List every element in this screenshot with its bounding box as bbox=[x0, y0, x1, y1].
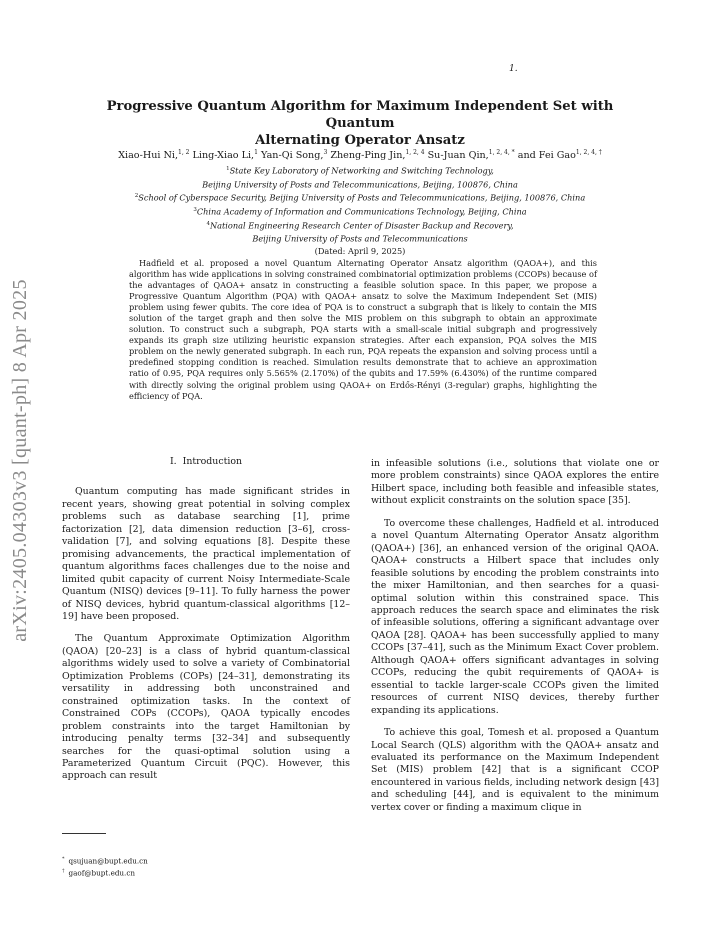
author-list bbox=[60, 149, 660, 161]
author: Xiao-Hui Ni, bbox=[118, 150, 178, 162]
body-paragraph: To overcome these challenges, Hadfield et al. introduced a novel Quantum Alternating Operator Ansatz algorithm (QAOA+) [36], an enhanced version of the original QAOA. QAOA+ constructs a Hilbert space that includes only feasible solutions by encoding the problem constraints into the mixer Hamiltonian, and then searches for a quasi-optimal solution within this constrained space. This approach reduces the search space and eliminates the risk of infeasible solutions, offering a significant advantage over QAOA [28]. QAOA+ has been successfully applied to many CCOPs [37–41], such as the Minimum Exact Cover problem. Although QAOA+ offers significant advantages in solving CCOPs, reducing the qubit requirements of QAOA+ is essential to tackle larger-scale CCOPs given the limited resources of current NISQ devices, thereby further expanding its applications. bbox=[371, 517, 659, 716]
right-column bbox=[371, 458, 659, 824]
body-paragraph: Quantum computing has made significant strides in recent years, showing great potential in solving complex problems such as database searching [1], prime factorization [2], data dimension reduction [3–6], cross-validation [7], and solving equations [8]. Despite these promising advancements, the practical implementation of quantum algorithms faces challenges due to the noise and limited qubit capacity of current Noisy Intermediate-Scale Quantum (NISQ) devices [9–11]. To fully harness the power of NISQ devices, hybrid quantum-classical algorithms [12–19] have been proposed. bbox=[62, 486, 350, 622]
author-affiliation-mark: 1, 2, 4, † bbox=[575, 149, 602, 156]
author-affiliation-mark: 1, 2 bbox=[178, 149, 190, 156]
body-paragraph: The Quantum Approximate Optimization Algorithm (QAOA) [20–23] is a class of hybrid quantum-classical algorithms widely used to solve a variety of Combinatorial Optimization Problems (COPs) [24–31], demonstrating its versatility in addressing both unconstrained and constrained optimization tasks. In the context of Constrained COPs (CCOPs), QAOA typically encodes problem constraints into the target Hamiltonian by introducing penalty terms [32–34] and subsequently searches for the quasi-optimal solution using a Parameterized Quantum Circuit (PQC). However, this approach can result bbox=[62, 633, 350, 782]
author-affiliation-mark: 1 bbox=[254, 149, 258, 156]
affiliation-line: Beijing University of Posts and Telecommunications, Beijing, 100876, China bbox=[202, 179, 518, 190]
author: Yan-Qi Song, bbox=[261, 150, 324, 162]
section-title: Introduction bbox=[182, 456, 243, 467]
affiliation-line: Beijing University of Posts and Telecommunications bbox=[252, 233, 468, 244]
affiliation-line: $^3$China Academy of Information and Communications Technology, Beijing, China bbox=[193, 206, 527, 217]
left-column bbox=[62, 456, 350, 793]
arxiv-side-identifier bbox=[4, 245, 36, 675]
affiliation-line: $^1$State Key Laboratory of Networking and Switching Technology, bbox=[226, 165, 494, 176]
paper-title bbox=[70, 98, 650, 149]
body-paragraph: in infeasible solutions (i.e., solutions that violate one or more problem constraints) since QAOA explores the entire Hilbert space, including both feasible and infeasible states, without explicit constraints on the solution space [35]. bbox=[371, 458, 659, 507]
footnote-email: gaof@bupt.edu.cn bbox=[68, 868, 135, 878]
author: Su-Juan Qin, bbox=[427, 150, 489, 162]
author: and Fei Gao bbox=[517, 150, 576, 162]
abstract: Hadfield et al. proposed a novel Quantum Alternating Operator Ansatz algorithm (QAOA+), and this algorithm has wide applications in solving constrained combinatorial optimization problems (CCOPs) because of the advantages of QAOA+ ansatz in constructing a feasible solution space. In this paper, we propose a Progressive Quantum Algorithm (PQA) with QAOA+ ansatz to solve the Maximum Independent Set (MIS) problem using fewer qubits. The core idea of PQA is to construct a subgraph that is likely to contain the MIS solution of the target graph and then solve the MIS problem on this subgraph to obtain an approximate solution. To construct such a subgraph, PQA starts with a small-scale initial subgraph and progressively expands its graph size utilizing heuristic expansion strategies. After each expansion, PQA solves the MIS problem on the newly generated subgraph. In each run, PQA repeats the expansion and solving process until a predefined stopping condition is reached. Simulation results demonstrate that to achieve an approximation ratio of 0.95, PQA requires only 5.565% (2.170%) of the qubits and 17.59% (6.430%) of the runtime compared with directly solving the original problem using QAOA+ on Erdős-Rényi (3-regular) graphs, highlighting the efficiency of PQA. bbox=[129, 258, 597, 401]
title-line-2: Alternating Operator Ansatz bbox=[255, 133, 465, 148]
dated-line: (Dated: April 9, 2025) bbox=[314, 245, 406, 256]
author-affiliation-mark: 3 bbox=[323, 149, 328, 156]
author: Ling-Xiao Li, bbox=[192, 150, 255, 162]
arxiv-identifier-text: arXiv:2405.04303v3 [quant-ph] 8 Apr 2025 bbox=[8, 278, 31, 642]
page-number: 1. bbox=[509, 64, 518, 74]
footnotes bbox=[62, 854, 148, 879]
author-affiliation-mark: 1, 2, 4, * bbox=[488, 149, 515, 156]
section-heading bbox=[62, 456, 350, 468]
affiliation-list bbox=[60, 164, 660, 258]
affiliation-line: $^4$National Engineering Research Center of Disaster Backup and Recovery, bbox=[206, 220, 514, 231]
author-affiliation-mark: 1, 2, 4 bbox=[405, 149, 425, 156]
affiliation-line: $^2$School of Cyberspace Security, Beijing University of Posts and Telecommunications, Beijing, 100876, China bbox=[134, 193, 586, 204]
title-line-1: Progressive Quantum Algorithm for Maximum Independent Set with Quantum bbox=[106, 99, 614, 131]
footnote-email: qsujuan@bupt.edu.cn bbox=[68, 856, 148, 866]
section-number: I. bbox=[169, 456, 177, 467]
footnote: † gaof@bupt.edu.cn bbox=[62, 868, 135, 878]
author: Zheng-Ping Jin, bbox=[330, 150, 406, 162]
body-paragraph: To achieve this goal, Tomesh et al. proposed a Quantum Local Search (QLS) algorithm with the QAOA+ ansatz and evaluated its performance on the Maximum Independent Set (MIS) problem [42] that is a significant CCOP encountered in various fields, including network design [43] and scheduling [44], and is equivalent to the minimum vertex cover or finding a maximum clique in bbox=[371, 727, 659, 813]
footnote-divider bbox=[62, 833, 106, 834]
footnote: * qsujuan@bupt.edu.cn bbox=[62, 856, 148, 866]
